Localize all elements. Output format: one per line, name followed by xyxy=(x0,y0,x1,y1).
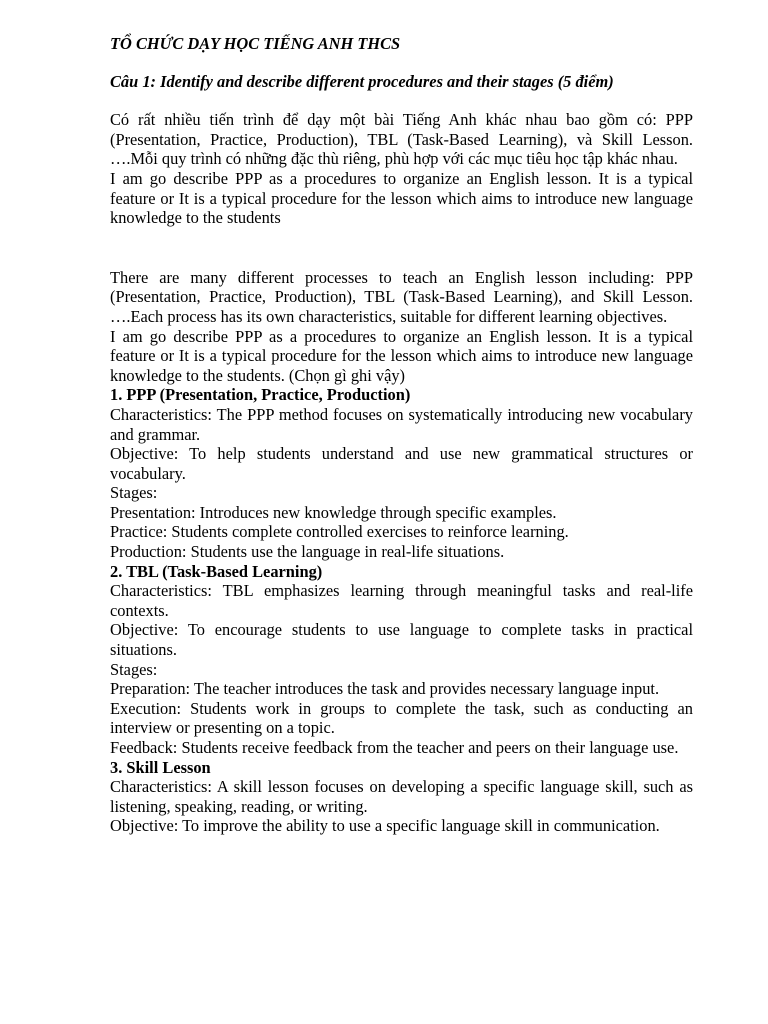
tbl-stage-execution: Execution: Students work in groups to complete the task, such as conducting an interview or presenting on a topic. xyxy=(110,698,693,738)
vietnamese-intro-paragraph: Có rất nhiều tiến trình để dạy một bài Tiếng Anh khác nhau bao gồm có: PPP (Presentation, Practice, Production), TBL (Task-Based Learning), và Skill Lesson. ….Mỗi quy trình có những đặc thù riêng, phù hợp với các mục tiêu học tập khác nhau. xyxy=(110,110,693,169)
tbl-stage-feedback: Feedback: Students receive feedback from the teacher and peers on their language use. xyxy=(110,738,679,757)
ppp-stage-production: Production: Students use the language in real-life situations. xyxy=(110,542,505,562)
section-heading-tbl: 2. TBL (Task-Based Learning) xyxy=(110,561,323,581)
tbl-characteristics: Characteristics: TBL emphasizes learning through meaningful tasks and real-life contexts. xyxy=(110,581,693,620)
skill-characteristics: Characteristics: A skill lesson focuses on developing a specific language skill, such as listening, speaking, reading, or writing. xyxy=(110,777,693,816)
skill-objective: Objective: To improve the ability to use a specific language skill in communication. xyxy=(110,816,660,836)
tbl-stages-label: Stages: xyxy=(110,659,158,679)
ppp-stages-label: Stages: xyxy=(110,483,158,503)
english-intro-paragraph: There are many different processes to teach an English lesson including: PPP (Presentation, Practice, Production), TBL (Task-Based Learning), and Skill Lesson. ….Each process has its own characteristics, suitable for different learning objectives. xyxy=(110,267,693,326)
ppp-stage-practice: Practice: Students complete controlled exercises to reinforce learning. xyxy=(110,522,569,542)
ppp-stage-presentation: Presentation: Introduces new knowledge through specific examples. xyxy=(110,502,557,522)
section-heading-ppp: 1. PPP (Presentation, Practice, Production) xyxy=(110,385,411,405)
ppp-characteristics: Characteristics: The PPP method focuses on systematically introducing new vocabulary and grammar. xyxy=(110,404,693,444)
ppp-intro-paragraph-2: I am go describe PPP as a procedures to organize an English lesson. It is a typical feature or It is a typical procedure for the lesson which aims to introduce new language knowledge to the students. (Chọn gì ghi vậy) xyxy=(110,326,693,385)
section-heading-skill-lesson: 3. Skill Lesson xyxy=(110,757,211,777)
document-title: TỔ CHỨC DẠY HỌC TIẾNG ANH THCS xyxy=(110,34,401,53)
tbl-stage-preparation: Preparation: The teacher introduces the task and provides necessary language input. xyxy=(110,679,660,699)
tbl-objective: Objective: To encourage students to use language to complete tasks in practical situations. xyxy=(110,620,693,660)
document-page xyxy=(110,34,693,836)
ppp-objective: Objective: To help students understand and use new grammatical structures or vocabulary. xyxy=(110,444,693,483)
ppp-intro-paragraph-1: I am go describe PPP as a procedures to organize an English lesson. It is a typical feature or It is a typical procedure for the lesson which aims to introduce new language knowledge to the students xyxy=(110,168,693,228)
question-heading: Câu 1: Identify and describe different procedures and their stages (5 điểm) xyxy=(110,71,614,91)
